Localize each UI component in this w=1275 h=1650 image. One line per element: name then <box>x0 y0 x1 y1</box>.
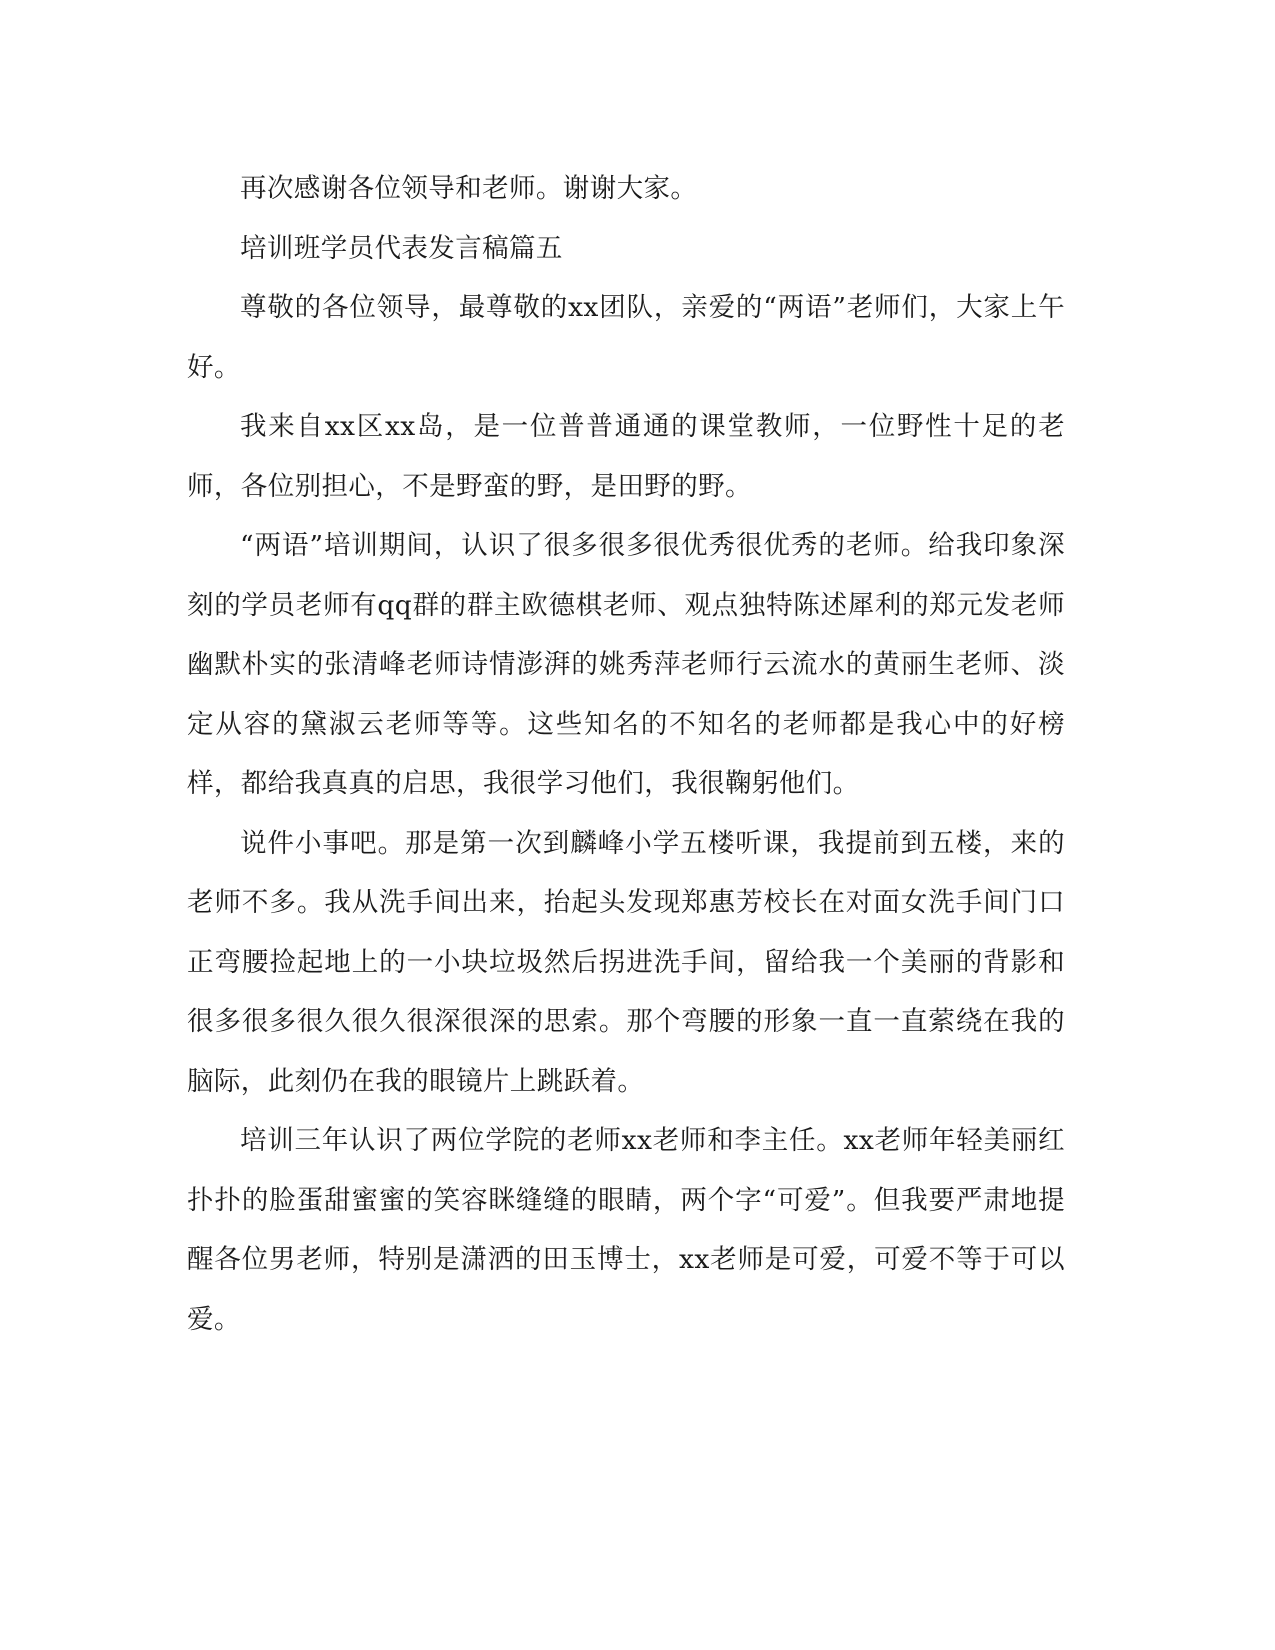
paragraph-self-intro: 我来自xx区xx岛，是一位普普通通的课堂教师，一位野性十足的老师，各位别担心，不是野蛮的野，是田野的野。 <box>187 411 1065 502</box>
section-heading: 培训班学员代表发言稿篇五 <box>240 232 563 264</box>
paragraph-greeting: 尊敬的各位领导，最尊敬的xx团队，亲爱的“两语”老师们，大家上午好。 <box>187 292 1065 383</box>
paragraph-training: 培训三年认识了两位学院的老师xx老师和李主任。xx老师年轻美丽红扑扑的脸蛋甜蜜蜜的笑容眯缝缝的眼睛，两个字“可爱”。但我要严肃地提醒各位男老师，特别是潇洒的田玉博士，xx老师是可爱，可爱不等于可以爱。 <box>187 1125 1065 1335</box>
paragraph-closing-thanks: 再次感谢各位领导和老师。谢谢大家。 <box>240 173 698 204</box>
document-body <box>187 159 1065 1349</box>
paragraph-story: 说件小事吧。那是第一次到麟峰小学五楼听课，我提前到五楼，来的老师不多。我从洗手间出来，抬起头发现郑惠芳校长在对面女洗手间门口正弯腰捡起地上的一小块垃圾然后拐进洗手间，留给我一个美丽的背影和很多很多很久很久很深很深的思索。那个弯腰的形象一直一直萦绕在我的脑际，此刻仍在我的眼镜片上跳跃着。 <box>187 827 1065 1097</box>
paragraph-teachers: “两语”培训期间，认识了很多很多很优秀很优秀的老师。给我印象深刻的学员老师有qq群的群主欧德棋老师、观点独特陈述犀利的郑元发老师幽默朴实的张清峰老师诗情澎湃的姚秀萍老师行云流水的黄丽生老师、淡定从容的黛淑云老师等等。这些知名的不知名的老师都是我心中的好榜样，都给我真真的启思，我很学习他们，我很鞠躬他们。 <box>187 530 1065 799</box>
